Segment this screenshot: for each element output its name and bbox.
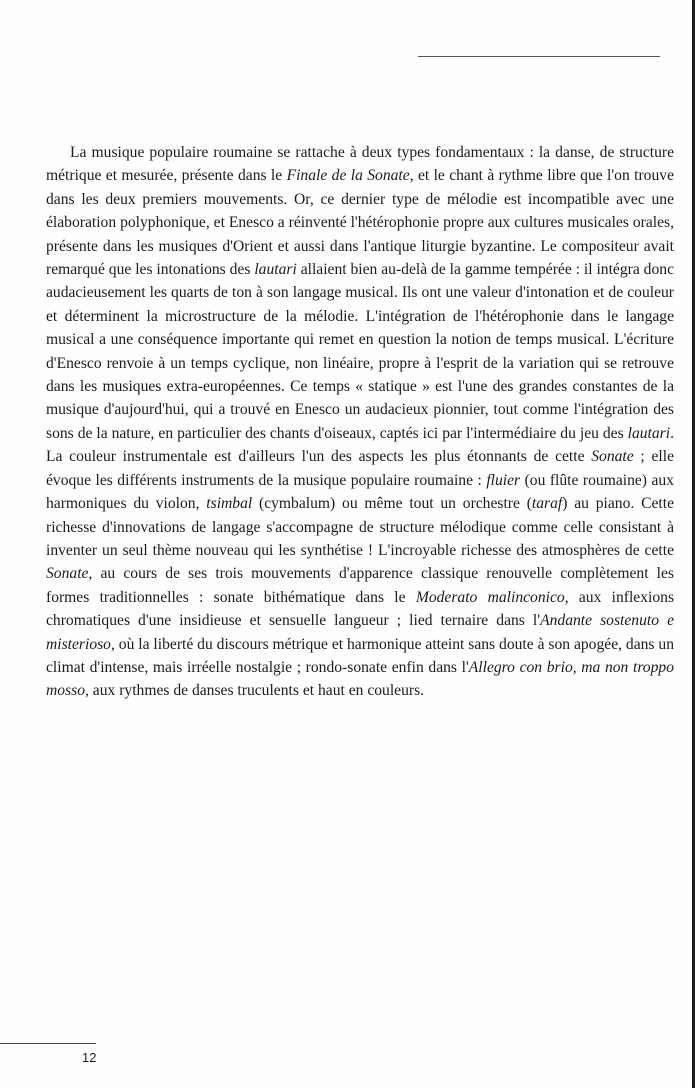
- italic-title: Sonate: [591, 448, 634, 466]
- text-run: (cymbalum) ou même tout un orchestre (: [252, 495, 532, 513]
- italic-term: taraf: [531, 495, 563, 513]
- text-run: La musique populaire roumaine se rattache à deux types fondamentaux : la danse, de structure métrique et mesurée, présente dans le: [46, 144, 674, 185]
- italic-term: tsimbal: [206, 495, 253, 513]
- text-run: , où la liberté du discours métrique et harmonique atteint sans doute à son apogée, dans un climat d'intense, mais irréelle nostalgie ; rondo-sonate enfin dans l': [46, 635, 674, 676]
- text-run: (ou flûte roumaine) aux harmoniques du violon,: [46, 471, 674, 513]
- italic-movement: Moderato malinconico: [415, 588, 565, 606]
- italic-title: Finale de la Sonate: [286, 167, 410, 185]
- text-run: . La couleur instrumentale est d'ailleurs l'un des aspects les plus étonnants de cette: [46, 424, 674, 466]
- footer-rule: [0, 1043, 96, 1044]
- text-run: , aux inflexions chromatiques d'une insidieuse et sensuelle langueur ; lied ternaire dans l': [46, 588, 675, 630]
- page-number: 12: [82, 1050, 97, 1065]
- text-run: , aux rythmes de danses truculents et haut en couleurs.: [85, 682, 425, 700]
- text-run: ) au piano. Cette richesse d'innovations de langage s'accompagne de structure mélodique comme celle consistant à inventer un seul thème nouveau qui les synthétise ! L'incroyable richesse des atmosphères de cette: [46, 495, 674, 559]
- italic-term: lautari: [254, 261, 297, 279]
- italic-movement: Allegro con brio, ma non troppo mosso: [46, 658, 674, 700]
- italic-movement: Andante sostenuto e misterioso: [46, 612, 674, 653]
- text-run: , au cours de ses trois mouvements d'apparence classique renouvelle complètement les formes traditionnelles : sonate bithématique dans le: [46, 565, 674, 606]
- italic-title: Sonate: [46, 565, 89, 583]
- italic-term: lautari: [627, 424, 671, 442]
- text-run: allaient bien au-delà de la gamme tempérée : il intégra donc audacieusement les quarts de ton à son langage musical. Ils ont une valeur d'intonation et de couleur et déterminent la microstructure de la mélodie. L'intégration de l'hétérophonie dans le langage musical a une conséquence importante qui remet en question la notion de temps musical. L'écriture d'Enesco renvoie à un temps cyclique, non linéaire, propre à l'esprit de la variation qui se retrouve dans les musiques extra-européennes. Ce temps « statique » est l'une des grandes constantes de la musique d'aujourd'hui, qui a trouvé en Enesco un audacieux pionnier, tout comme l'intégration des sons de la nature, en particulier des chants d'oiseaux, captés ici par l'intermédiaire du jeu des: [46, 261, 674, 442]
- italic-term: fluier: [486, 471, 521, 489]
- header-rule: [418, 56, 660, 57]
- text-run: , et le chant à rythme libre que l'on trouve dans les deux premiers mouvements. Or, ce dernier type de mélodie est incompatible avec une élaboration polyphonique, et Enesco a réinventé l'hétérophonie propre aux cultures musicales orales, présente dans les musiques d'Orient et aussi dans l'antique liturgie byzantine. Le compositeur avait remarqué que les intonations des: [46, 167, 674, 279]
- body-paragraph: [46, 141, 674, 703]
- text-run: ; elle évoque les différents instruments de la musique populaire roumaine :: [46, 448, 674, 489]
